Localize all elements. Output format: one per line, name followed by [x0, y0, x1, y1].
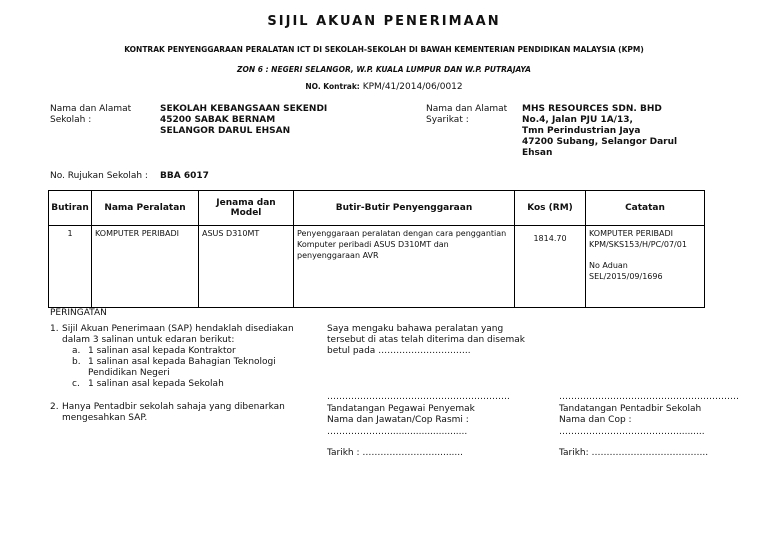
warning-sub-c: c. 1 salinan asal kepada Sekolah — [72, 379, 224, 389]
right-date: Tarikh: ………………………………... — [559, 448, 709, 458]
reference-value: BBA 6017 — [160, 171, 209, 181]
cell-catatan — [586, 226, 705, 308]
right-name-dots: ………………………………….......... — [559, 427, 705, 437]
page-title: SIJIL AKUAN PENERIMAAN — [267, 14, 501, 29]
left-signature-line: ……………………………………………………. — [327, 392, 510, 402]
header-kos: Kos (RM) — [515, 191, 586, 226]
table-row — [49, 226, 705, 308]
warning-item-1: 1. Sijil Akuan Penerimaan (SAP) hendaklah disediakan dalam 3 salinan untuk edaran berikut: a. 1 salinan asal kepada Kontraktor b. 1 salinan asal kepada Bahagian Teknologi Pendidikan Negeri c. 1 salinan asal kepada Sekolah — [50, 324, 294, 389]
left-date: Tarikh : …………………….......... — [327, 448, 464, 458]
cell-kos: 1814.70 — [515, 226, 586, 308]
warning-sub-b: b. 1 salinan asal kepada Bahagian Teknologi Pendidikan Negeri — [72, 357, 276, 378]
right-signature-label: Tandatangan Pentadbir Sekolah Nama dan Cop : — [559, 404, 702, 425]
header-butiran: Butiran — [49, 191, 92, 226]
header-catatan: Catatan — [586, 191, 705, 226]
header-jenama-model: Jenama dan Model — [199, 191, 294, 226]
contract-line: KONTRAK PENYENGGARAAN PERALATAN ICT DI SEKOLAH-SEKOLAH DI BAWAH KEMENTERIAN PENDIDIKAN MALAYSIA (KPM) — [124, 45, 644, 54]
cell-jenama-model: ASUS D310MT — [199, 226, 294, 308]
warning-item-1-text: Sijil Akuan Penerimaan (SAP) hendaklah disediakan dalam 3 salinan untuk edaran berikut: — [62, 324, 294, 345]
cell-nama-peralatan: KOMPUTER PERIBADI — [92, 226, 199, 308]
company-name-address: MHS RESOURCES SDN. BHD No.4, Jalan PJU 1A/13, Tmn Perindustrian Jaya 47200 Subang, Selangor Darul Ehsan — [522, 104, 678, 158]
warning-item-2: 2. Hanya Pentadbir sekolah sahaja yang dibenarkan mengesahkan SAP. — [50, 402, 295, 424]
contract-number-line — [0, 82, 768, 92]
reference-label: No. Rujukan Sekolah : — [50, 171, 148, 181]
header-butir-penyenggaraan: Butir-Butir Penyenggaraan — [294, 191, 515, 226]
warning-sub-a: a. 1 salinan asal kepada Kontraktor — [72, 346, 236, 356]
warning-item-2-text: Hanya Pentadbir sekolah sahaja yang dibenarkan mengesahkan SAP. — [62, 402, 285, 423]
header-nama-peralatan: Nama Peralatan — [92, 191, 199, 226]
warning-list — [50, 324, 295, 424]
catatan-item: KOMPUTER PERIBADI KPM/SKS153/H/PC/07/01 — [589, 229, 687, 249]
right-signature-line: …………………………………………………… — [559, 392, 739, 402]
cell-butiran: 1 — [49, 226, 92, 308]
contract-number-label: NO. Kontrak: — [305, 82, 360, 91]
catatan-complaint: No Aduan SEL/2015/09/1696 — [589, 261, 663, 281]
equipment-table — [48, 190, 705, 308]
left-signature-label: Tandatangan Pegawai Penyemak Nama dan Jawatan/Cop Rasmi : — [327, 404, 475, 425]
left-name-dots: …………………........................... — [327, 427, 468, 437]
school-name-address: SEKOLAH KEBANGSAAN SEKENDI 45200 SABAK BERNAM SELANGOR DARUL EHSAN — [160, 104, 328, 136]
cell-butir-penyenggaraan: Penyenggaraan peralatan dengan cara penggantian Komputer peribadi ASUS D310MT dan penyenggaraan AVR — [294, 226, 515, 308]
zone-line: ZON 6 : NEGERI SELANGOR, W.P. KUALA LUMPUR DAN W.P. PUTRAJAYA — [237, 65, 531, 74]
warning-heading: PERINGATAN — [50, 308, 107, 318]
table-header-row — [49, 191, 705, 226]
company-label: Nama dan Alamat Syarikat : — [426, 104, 508, 125]
school-label: Nama dan Alamat Sekolah : — [50, 104, 132, 125]
contract-number: KPM/41/2014/06/0012 — [362, 82, 463, 92]
declaration-text: Saya mengaku bahawa peralatan yang tersebut di atas telah diterima dan disemak betul pada ……………………..….. — [327, 324, 525, 356]
